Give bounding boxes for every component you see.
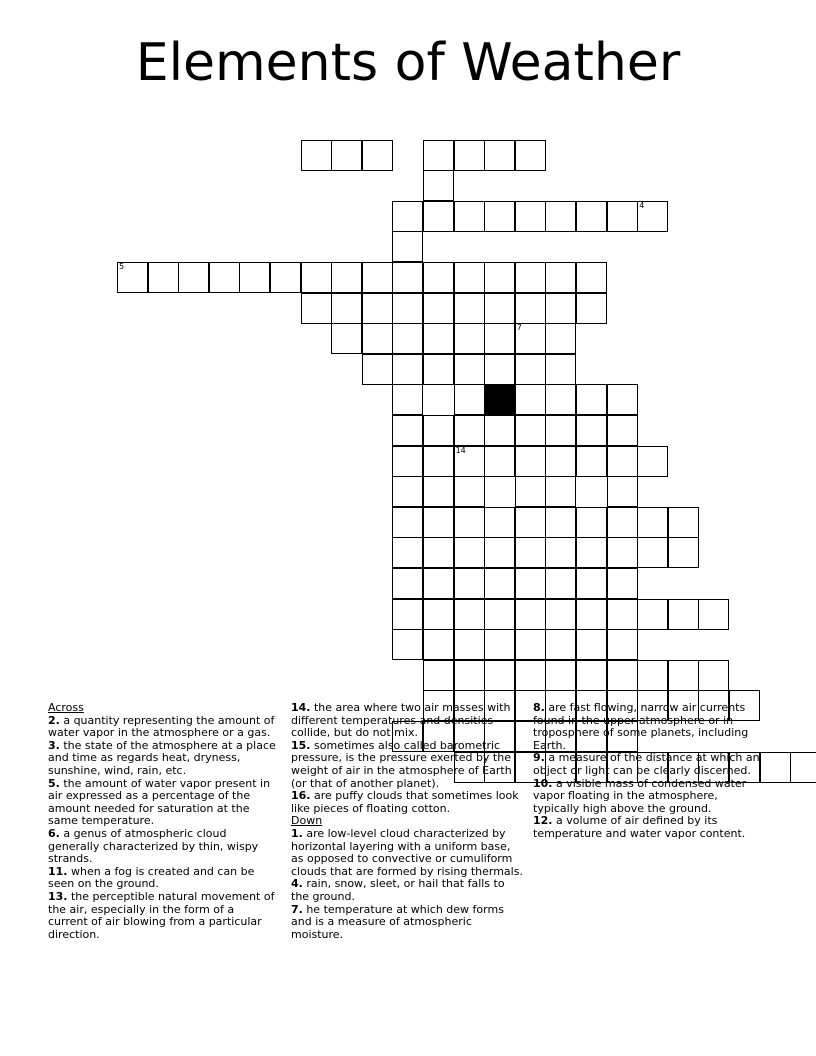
clue-item <box>291 740 525 790</box>
grid-cell[interactable] <box>607 476 638 507</box>
grid-cell[interactable] <box>637 660 668 691</box>
grid-cell[interactable] <box>392 384 423 415</box>
grid-cell[interactable] <box>576 507 607 538</box>
grid-cell[interactable] <box>545 568 576 599</box>
grid-cell[interactable] <box>545 415 576 446</box>
grid-cell[interactable] <box>484 660 515 691</box>
grid-cell[interactable] <box>545 262 576 293</box>
grid-cell[interactable] <box>607 446 638 477</box>
grid-cell[interactable] <box>545 323 576 354</box>
black-cell <box>484 384 515 415</box>
grid-cell[interactable] <box>607 568 638 599</box>
grid-cell[interactable] <box>423 170 454 201</box>
page-title: Elements of Weather <box>135 33 681 93</box>
clues-column-3 <box>533 702 767 841</box>
grid-cell[interactable] <box>392 201 423 232</box>
clue-item-number: 8. <box>533 701 545 714</box>
grid-cell[interactable] <box>545 293 576 324</box>
across-clue-list <box>48 715 276 942</box>
clue-item-text: a visible mass of condensed water vapor floating in the atmosphere, typically high above the ground. <box>533 776 747 815</box>
grid-cell[interactable] <box>392 446 423 477</box>
grid-cell[interactable] <box>515 415 546 446</box>
grid-cell[interactable] <box>392 415 423 446</box>
grid-cell[interactable] <box>423 415 454 446</box>
grid-cell[interactable] <box>331 323 362 354</box>
grid-cell[interactable] <box>484 262 515 293</box>
grid-cell[interactable] <box>545 629 576 660</box>
clue-item-number: 10. <box>533 776 553 790</box>
clue-item-number: 2. <box>48 713 60 727</box>
grid-cell[interactable] <box>545 201 576 232</box>
grid-cell[interactable] <box>454 629 485 660</box>
grid-cell[interactable] <box>790 752 816 783</box>
grid-cell[interactable] <box>454 446 485 477</box>
grid-cell[interactable] <box>515 568 546 599</box>
grid-cell[interactable] <box>362 293 393 324</box>
grid-cell[interactable] <box>423 354 454 385</box>
grid-cell[interactable] <box>545 599 576 630</box>
grid-cell[interactable] <box>423 323 454 354</box>
clue-item-text: a measure of the distance at which an object or light can be clearly discerned. <box>533 751 760 777</box>
grid-cell[interactable] <box>637 599 668 630</box>
grid-cell[interactable] <box>545 537 576 568</box>
clue-item <box>48 866 276 891</box>
clues-column-2 <box>291 702 525 941</box>
clue-item-number: 6. <box>48 826 60 840</box>
clue-item <box>533 702 767 752</box>
grid-cell[interactable] <box>423 476 454 507</box>
grid-cell[interactable] <box>515 354 546 385</box>
clue-item-text: when a fog is created and can be seen on the ground. <box>48 864 255 891</box>
clue-item <box>533 778 767 816</box>
grid-cell[interactable] <box>637 537 668 568</box>
clue-item-text: the area where two air masses with different temperatures and densities collide, but do not mix. <box>291 701 511 740</box>
clue-item-text: he temperature at which dew forms and is a measure of atmospheric moisture. <box>291 902 504 941</box>
grid-cell[interactable] <box>545 446 576 477</box>
grid-cell[interactable] <box>392 537 423 568</box>
grid-cell[interactable] <box>392 507 423 538</box>
grid-cell[interactable] <box>148 262 179 293</box>
grid-cell[interactable] <box>362 354 393 385</box>
grid-cell[interactable] <box>576 201 607 232</box>
grid-cell[interactable] <box>668 660 699 691</box>
grid-cell[interactable] <box>454 201 485 232</box>
grid-cell[interactable] <box>301 140 332 171</box>
grid-cell[interactable] <box>698 660 729 691</box>
grid-cell[interactable] <box>698 599 729 630</box>
grid-cell[interactable] <box>484 354 515 385</box>
clue-item <box>533 815 767 840</box>
grid-cell[interactable] <box>454 384 485 415</box>
clue-item <box>291 702 525 740</box>
grid-cell[interactable] <box>392 599 423 630</box>
grid-cell[interactable] <box>515 201 546 232</box>
grid-cell[interactable] <box>423 599 454 630</box>
grid-cell[interactable] <box>545 384 576 415</box>
clue-item <box>48 891 276 941</box>
grid-cell[interactable] <box>454 476 485 507</box>
clue-item-text: a quantity representing the amount of water vapor in the atmosphere or a gas. <box>48 713 275 740</box>
clue-item <box>291 790 525 815</box>
grid-cell[interactable] <box>484 446 515 477</box>
grid-cell[interactable] <box>515 446 546 477</box>
grid-cell[interactable] <box>576 262 607 293</box>
clue-item-text: sometimes also called barometric pressure, is the pressure exerted by the weight of air in the atmosphere of Earth (or that of another planet). <box>291 738 512 790</box>
grid-cell[interactable] <box>301 262 332 293</box>
grid-cell[interactable] <box>607 415 638 446</box>
grid-cell[interactable] <box>117 262 148 293</box>
clue-item <box>48 828 276 866</box>
clues-column-1 <box>48 702 276 941</box>
grid-cell[interactable] <box>362 140 393 171</box>
grid-cell[interactable] <box>607 507 638 538</box>
grid-cell[interactable] <box>454 537 485 568</box>
clue-item-text: the amount of water vapor present in air expressed as a percentage of the amount needed for saturation at the same temperature. <box>48 776 271 828</box>
grid-cell[interactable] <box>270 262 301 293</box>
clue-item <box>291 828 525 878</box>
grid-cell[interactable] <box>454 293 485 324</box>
clue-item-number: 14. <box>291 701 311 714</box>
grid-cell[interactable] <box>392 231 423 262</box>
clue-item-number: 12. <box>533 814 553 828</box>
grid-cell[interactable] <box>515 599 546 630</box>
grid-cell[interactable] <box>545 660 576 691</box>
grid-cell[interactable] <box>392 354 423 385</box>
grid-cell[interactable] <box>423 568 454 599</box>
grid-cell[interactable] <box>454 507 485 538</box>
clue-item <box>291 904 525 942</box>
grid-cell[interactable] <box>484 293 515 324</box>
grid-cell[interactable] <box>454 415 485 446</box>
grid-cell[interactable] <box>454 262 485 293</box>
clue-number: 7 <box>516 323 522 333</box>
grid-cell[interactable] <box>331 140 362 171</box>
grid-cell[interactable] <box>668 599 699 630</box>
grid-cell[interactable] <box>576 568 607 599</box>
grid-cell[interactable] <box>545 476 576 507</box>
grid-cell[interactable] <box>239 262 270 293</box>
grid-cell[interactable] <box>515 629 546 660</box>
clue-number: 4 <box>639 200 645 210</box>
grid-cell[interactable] <box>515 384 546 415</box>
grid-cell[interactable] <box>423 507 454 538</box>
grid-cell[interactable] <box>484 599 515 630</box>
grid-cell[interactable] <box>607 629 638 660</box>
grid-cell[interactable] <box>484 507 515 538</box>
grid-cell[interactable] <box>209 262 240 293</box>
grid-cell[interactable] <box>484 568 515 599</box>
clue-item-text: the state of the atmosphere at a place and time as regards heat, dryness, sunshine, wind, rain, etc. <box>48 738 276 777</box>
grid-cell[interactable] <box>392 293 423 324</box>
grid-cell[interactable] <box>454 354 485 385</box>
clue-number: 5 <box>119 262 125 271</box>
grid-cell[interactable] <box>515 293 546 324</box>
grid-cell[interactable] <box>607 660 638 691</box>
clue-item-number: 15. <box>291 738 311 752</box>
grid-cell[interactable] <box>576 537 607 568</box>
grid-cell[interactable] <box>484 415 515 446</box>
grid-cell[interactable] <box>484 323 515 354</box>
grid-cell[interactable] <box>362 323 393 354</box>
down-clue-list <box>291 828 525 941</box>
clue-item-text: rain, snow, sleet, or hail that falls to the ground. <box>291 877 505 903</box>
clue-item <box>48 778 276 828</box>
grid-cell[interactable] <box>484 140 515 171</box>
grid-cell[interactable] <box>331 293 362 324</box>
grid-cell[interactable] <box>576 415 607 446</box>
clue-item-text: a genus of atmospheric cloud generally characterized by thin, wispy strands. <box>48 826 259 866</box>
grid-cell[interactable] <box>668 507 699 538</box>
clue-item <box>533 752 767 777</box>
grid-cell[interactable] <box>392 568 423 599</box>
clue-item <box>48 740 276 778</box>
grid-cell[interactable] <box>392 262 423 293</box>
grid-cell[interactable] <box>576 660 607 691</box>
grid-cell[interactable] <box>423 201 454 232</box>
clue-item-number: 16. <box>291 789 311 803</box>
grid-cell[interactable] <box>545 354 576 385</box>
clue-item-number: 3. <box>48 738 60 752</box>
grid-cell[interactable] <box>454 140 485 171</box>
grid-cell[interactable] <box>515 476 546 507</box>
grid-cell[interactable] <box>515 262 546 293</box>
grid-cell[interactable] <box>423 140 454 171</box>
grid-cell[interactable] <box>484 629 515 660</box>
down-header: Down <box>291 814 323 828</box>
grid-cell[interactable] <box>392 629 423 660</box>
grid-cell[interactable] <box>637 446 668 477</box>
grid-cell[interactable] <box>454 568 485 599</box>
grid-cell[interactable] <box>301 293 332 324</box>
clue-item-number: 11. <box>48 864 68 878</box>
grid-cell[interactable] <box>668 537 699 568</box>
grid-cell[interactable] <box>515 507 546 538</box>
grid-cell[interactable] <box>362 262 393 293</box>
grid-cell[interactable] <box>637 201 668 232</box>
clue-item-text: are fast flowing, narrow air currents found in the upper atmosphere or in troposphere of some planets, including Earth. <box>533 701 749 752</box>
grid-cell[interactable] <box>454 599 485 630</box>
clue-item-number: 13. <box>48 889 68 903</box>
grid-cell[interactable] <box>484 537 515 568</box>
grid-cell[interactable] <box>576 293 607 324</box>
down-clue-list-continued <box>533 702 767 841</box>
clue-item-text: a volume of air defined by its temperature and water vapor content. <box>533 814 746 840</box>
grid-cell[interactable] <box>331 262 362 293</box>
grid-cell[interactable] <box>423 446 454 477</box>
grid-cell[interactable] <box>607 599 638 630</box>
across-clue-list-continued <box>291 702 525 815</box>
grid-cell[interactable] <box>454 323 485 354</box>
across-header: Across <box>48 701 84 714</box>
grid-cell[interactable] <box>515 140 546 171</box>
clue-item <box>48 715 276 740</box>
grid-cell[interactable] <box>392 476 423 507</box>
grid-cell[interactable] <box>423 262 454 293</box>
grid-cell[interactable] <box>607 384 638 415</box>
clue-item-number: 5. <box>48 776 60 790</box>
grid-cell[interactable] <box>423 293 454 324</box>
grid-cell[interactable] <box>484 201 515 232</box>
clue-item-number: 1. <box>291 826 303 840</box>
grid-cell[interactable] <box>545 507 576 538</box>
grid-cell[interactable] <box>423 629 454 660</box>
grid-cell[interactable] <box>607 201 638 232</box>
grid-cell[interactable] <box>515 660 546 691</box>
grid-cell[interactable] <box>576 384 607 415</box>
clue-item-text: the perceptible natural movement of the air, especially in the form of a current of air blowing from a particular direction. <box>48 889 275 941</box>
grid-cell[interactable] <box>178 262 209 293</box>
clue-item-text: are puffy clouds that sometimes look like pieces of floating cotton. <box>291 789 519 815</box>
clue-item-number: 7. <box>291 902 303 916</box>
grid-cell[interactable] <box>515 537 546 568</box>
clue-item-number: 9. <box>533 751 545 765</box>
clue-number: 14 <box>455 445 466 455</box>
grid-cell[interactable] <box>423 537 454 568</box>
grid-cell[interactable] <box>576 599 607 630</box>
grid-cell[interactable] <box>423 660 454 691</box>
clue-item <box>291 878 525 903</box>
grid-cell[interactable] <box>576 446 607 477</box>
grid-cell[interactable] <box>637 507 668 538</box>
grid-cell[interactable] <box>607 537 638 568</box>
grid-cell[interactable] <box>576 629 607 660</box>
clue-item-text: are low-level cloud characterized by horizontal layering with a uniform base, as opposed to convective or cumuliform clouds that are formed by rising thermals. <box>291 826 523 878</box>
clue-item-number: 4. <box>291 877 303 891</box>
grid-cell[interactable] <box>454 660 485 691</box>
grid-cell[interactable] <box>515 323 546 354</box>
grid-cell[interactable] <box>392 323 423 354</box>
